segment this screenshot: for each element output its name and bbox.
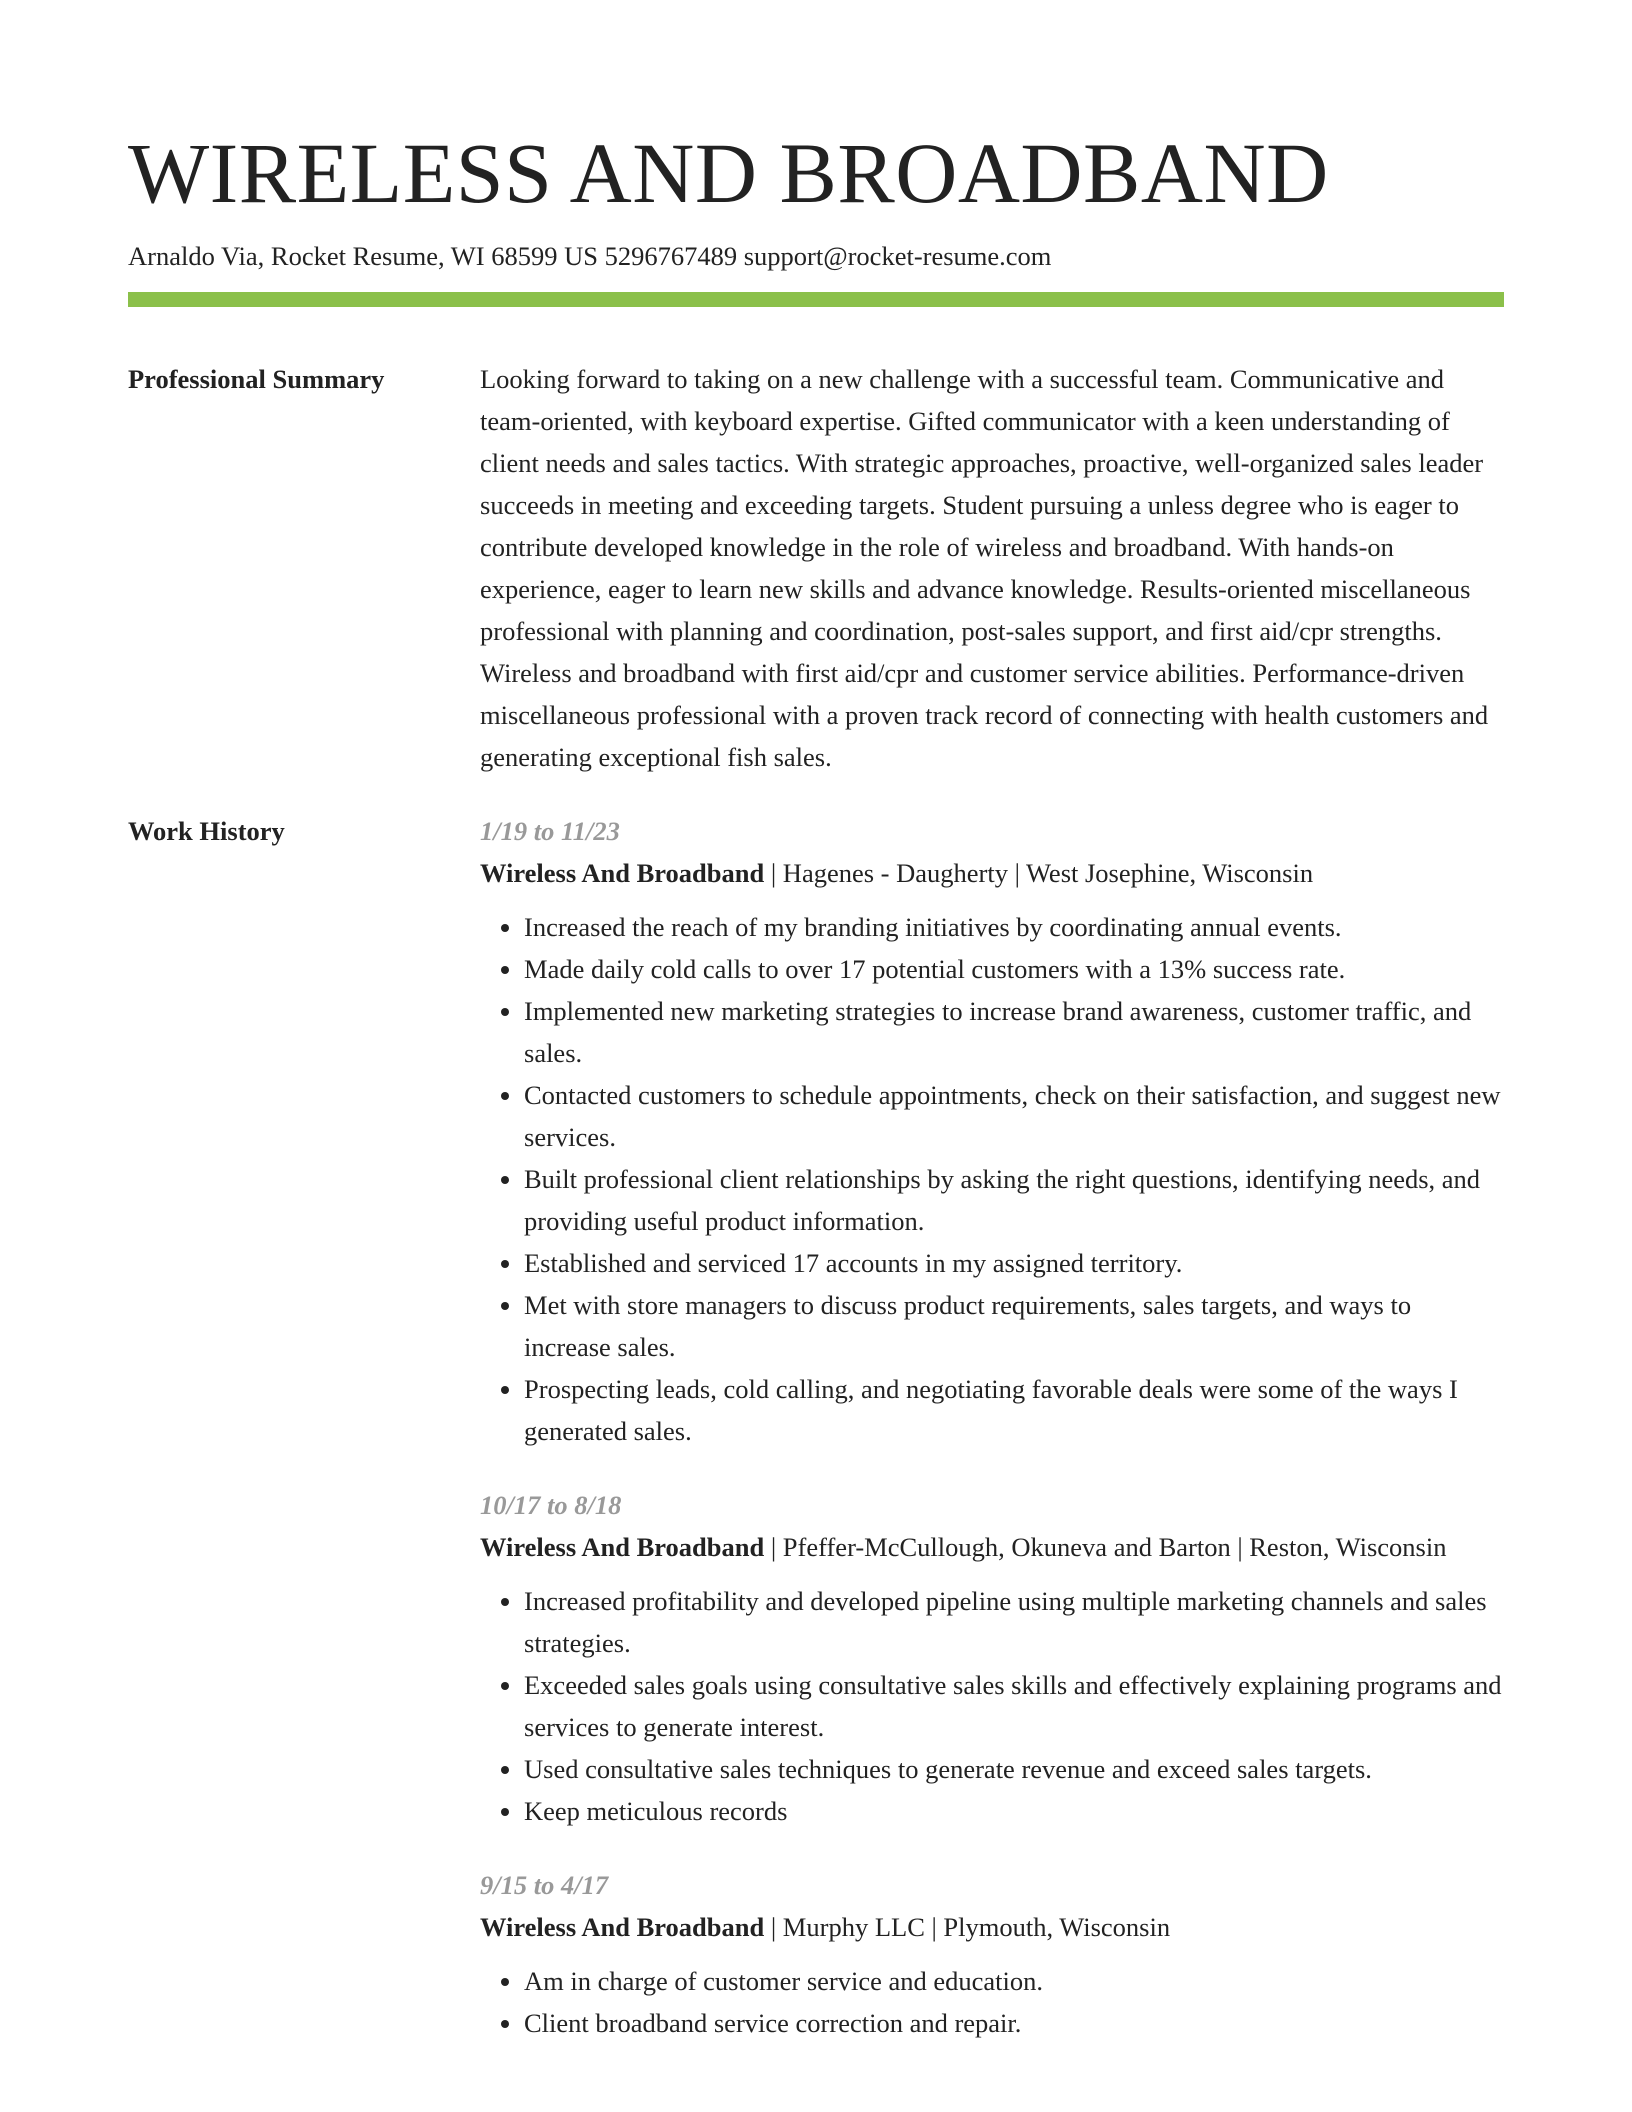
duty-item: • Used consultative sales techniques to generate revenue and exceed sales targets. (524, 1748, 1504, 1790)
duty-item: • Prospecting leads, cold calling, and negotiating favorable deals were some of the ways I generated sales. (524, 1368, 1504, 1452)
duty-item: • Am in charge of customer service and education. (524, 1960, 1504, 2002)
duty-item: • Keep meticulous records (524, 1790, 1504, 1832)
section-label-work: Work History (128, 816, 285, 846)
job-duties (480, 1960, 1504, 2044)
duty-item: • Increased profitability and developed pipeline using multiple marketing channels and sales strategies. (524, 1580, 1504, 1664)
duty-item: • Increased the reach of my branding initiatives by coordinating annual events. (524, 906, 1504, 948)
job-employer-location: | Hagenes - Daugherty | West Josephine, Wisconsin (764, 858, 1314, 888)
job-heading (480, 852, 1504, 894)
job-duties (480, 1580, 1504, 1832)
professional-summary-section (128, 358, 1504, 778)
section-label-summary: Professional Summary (128, 364, 385, 394)
summary-text: Looking forward to taking on a new challenge with a successful team. Communicative and team-oriented, with keyboard expertise. Gifted communicator with a keen understanding of client needs and sales tactics. With strategic approaches, proactive, well-organized sales leader succeeds in meeting and exceeding targets. Student pursuing a unless degree who is eager to contribute developed knowledge in the role of wireless and broadband. With hands-on experience, eager to learn new skills and advance knowledge. Results-oriented miscellaneous professional with planning and coordination, post-sales support, and first aid/cpr strengths. Wireless and broadband with first aid/cpr and customer service abilities. Performance-driven miscellaneous professional with a proven track record of connecting with health customers and generating exceptional fish sales. (480, 364, 1489, 772)
resume-name: WIRELESS AND BROADBAND (128, 125, 1329, 221)
job-entry (480, 1484, 1504, 1832)
job-dates: 10/17 to 8/18 (480, 1490, 622, 1520)
job-title: Wireless And Broadband (480, 1532, 765, 1562)
job-dates: 1/19 to 11/23 (480, 816, 620, 846)
duty-item: • Built professional client relationships by asking the right questions, identifying needs, and providing useful product information. (524, 1158, 1504, 1242)
duty-item: • Met with store managers to discuss product requirements, sales targets, and ways to increase sales. (524, 1284, 1504, 1368)
resume-page (128, 118, 1504, 2076)
job-heading (480, 1906, 1504, 1948)
duty-item: • Client broadband service correction and repair. (524, 2002, 1504, 2044)
job-entry (480, 1864, 1504, 2044)
duty-item: • Contacted customers to schedule appointments, check on their satisfaction, and suggest new services. (524, 1074, 1504, 1158)
job-heading (480, 1526, 1504, 1568)
job-dates: 9/15 to 4/17 (480, 1870, 609, 1900)
job-title: Wireless And Broadband (480, 1912, 765, 1942)
job-title: Wireless And Broadband (480, 858, 765, 888)
duty-item: • Made daily cold calls to over 17 potential customers with a 13% success rate. (524, 948, 1504, 990)
work-history-list (480, 810, 1504, 2076)
header-divider (128, 292, 1504, 307)
job-entry (480, 810, 1504, 1452)
job-employer-location: | Murphy LLC | Plymouth, Wisconsin (764, 1912, 1171, 1942)
job-employer-location: | Pfeffer-McCullough, Okuneva and Barton | Reston, Wisconsin (764, 1532, 1447, 1562)
duty-item: • Exceeded sales goals using consultative sales skills and effectively explaining programs and services to generate interest. (524, 1664, 1504, 1748)
work-history-section (128, 810, 1504, 2076)
duty-item: • Implemented new marketing strategies to increase brand awareness, customer traffic, and sales. (524, 990, 1504, 1074)
contact-info: Arnaldo Via, Rocket Resume, WI 68599 US 5296767489 support@rocket-resume.com (128, 241, 1052, 271)
job-duties (480, 906, 1504, 1452)
duty-item: • Established and serviced 17 accounts in my assigned territory. (524, 1242, 1504, 1284)
